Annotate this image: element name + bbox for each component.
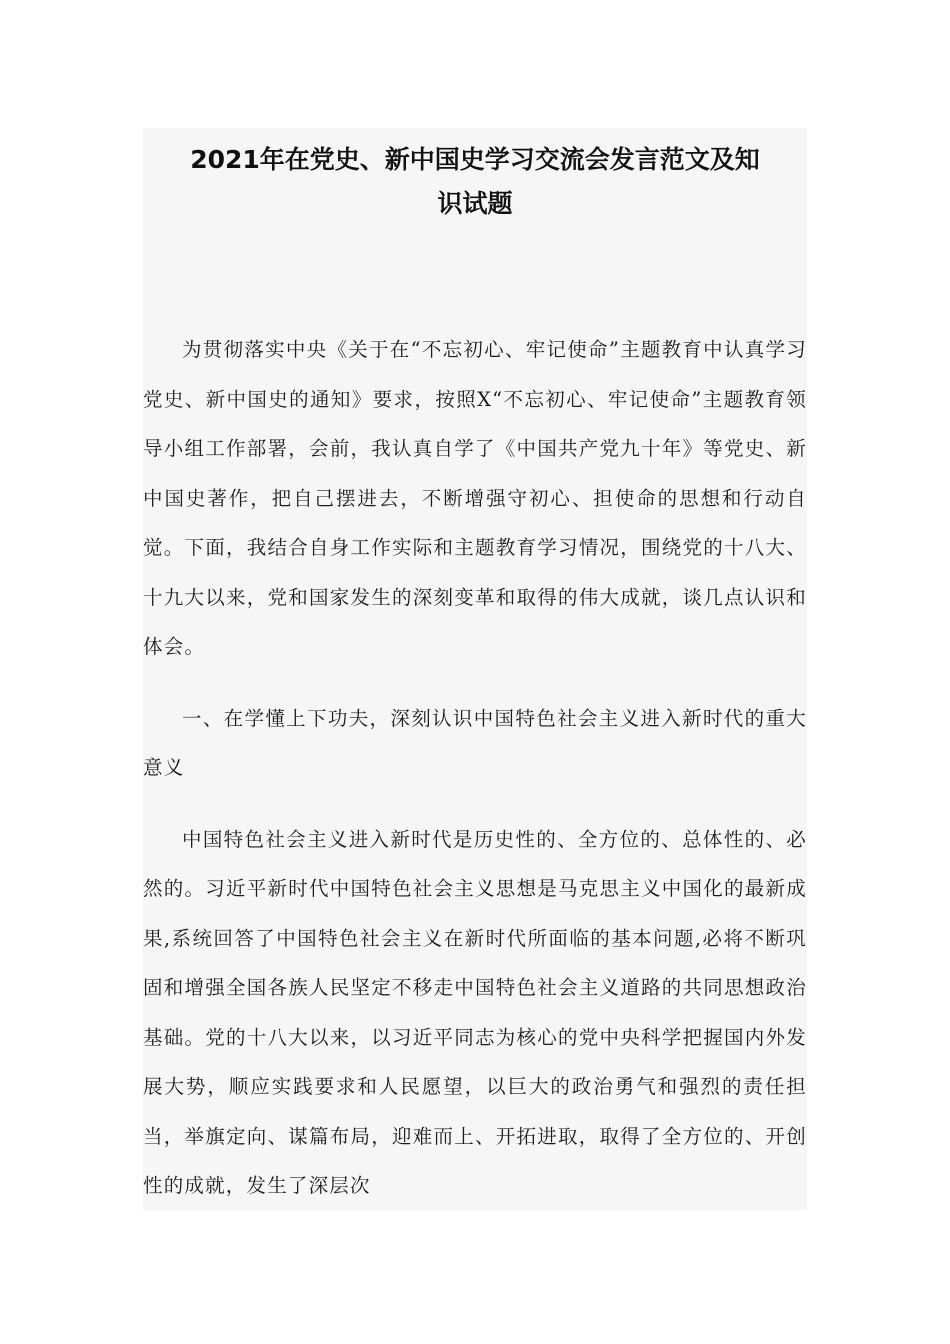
document-title <box>143 138 807 226</box>
section-heading: 一、在学懂上下功夫，深刻认识中国特色社会主义进入新时代的重大意义 <box>143 706 807 779</box>
intro-paragraph: 为贯彻落实中央《关于在“不忘初心、牢记使命”主题教育中认真学习党史、新中国史的通知》要求，按照X“不忘初心、牢记使命”主题教育领导小组工作部署，会前，我认真自学了《中国共产党九十年》等党史、新中国史著作，把自己摆进去，不断增强守初心、担使命的思想和行动自觉。下面，我结合自身工作实际和主题教育学习情况，围绕党的十八大、十九大以来，党和国家发生的深刻变革和取得的伟大成就，谈几点认识和体会。 <box>143 338 807 658</box>
document-body <box>143 325 807 1233</box>
document-page <box>143 128 807 1210</box>
title-line-2: 识试题 <box>437 189 513 218</box>
title-line-1: 2021年在党史、新中国史学习交流会发言范文及知 <box>190 145 760 174</box>
body-paragraph: 中国特色社会主义进入新时代是历史性的、全方位的、总体性的、必然的。习近平新时代中国特色社会主义思想是马克思主义中国化的最新成果,系统回答了中国特色社会主义在新时代所面临的基本问题,必将不断巩固和增强全国各族人民坚定不移走中国特色社会主义道路的共同思想政治基础。党的十八大以来，以习近平同志为核心的党中央科学把握国内外发展大势，顺应实践要求和人民愿望，以巨大的政治勇气和强烈的责任担当，举旗定向、谋篇布局，迎难而上、开拓进取，取得了全方位的、开创性的成就，发生了深层次 <box>143 827 807 1197</box>
